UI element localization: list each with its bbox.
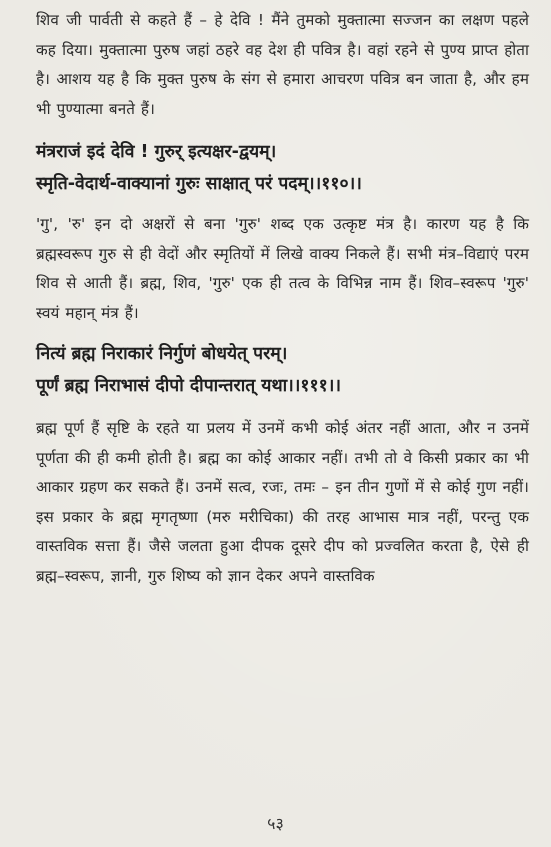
verse-111-line-1: नित्यं ब्रह्म निराकारं निर्गुणं बोधयेत् परम्। (36, 344, 288, 364)
commentary-paragraph-3: ब्रह्म पूर्ण हैं सृष्टि के रहते या प्रलय में उनमें कभी कोई अंतर नहीं आता, और न उनमें पूर्णता की ही कमी होती है। ब्रह्म का कोई आकार नहीं। तभी तो वे किसी प्रकार का भी आकार ग्रहण कर सकते हैं। उनमें सत्व, रजः, तमः – इन तीन गुणों में से कोई गुण नहीं। इस प्रकार के ब्रह्म मृगतृष्णा (मरु मरीचिका) की तरह आभास मात्र नहीं, परन्तु एक वास्तविक सत्ता हैं। जैसे जलता हुआ दीपक दूसरे दीप को प्रज्वलित करता है, ऐसे ही ब्रह्म–स्वरूप, ज्ञानी, गुरु शिष्य को ज्ञान देकर अपने वास्तविक (36, 419, 529, 585)
verse-111 (36, 338, 529, 402)
commentary-paragraph-1: शिव जी पार्वती से कहते हैं – हे देवि ! मैंने तुमको मुक्तात्मा सज्जन का लक्षण पहले कह दिया। मुक्तात्मा पुरुष जहां ठहरे वह देश ही पवित्र है। वहां रहने से पुण्य प्राप्त होता है। आशय यह है कि मुक्त पुरुष के संग से हमारा आचरण पवित्र बन जाता है, और हम भी पुण्यात्मा बनते हैं। (36, 11, 529, 118)
verse-110 (36, 136, 529, 200)
verse-111-line-2: पूर्णं ब्रह्म निराभासं दीपो दीपान्तरात् यथा।।१११।। (36, 376, 341, 396)
page-number: ५३ (267, 814, 284, 833)
verse-110-line-2: स्मृति-वेदार्थ-वाक्यानां गुरुः साक्षात् परं पदम्।।११०।। (36, 174, 362, 194)
commentary-paragraph-2: 'गु', 'रु' इन दो अक्षरों से बना 'गुरु' शब्द एक उत्कृष्ट मंत्र है। कारण यह है कि ब्रह्मस्वरूप गुरु से ही वेदों और स्मृतियों में लिखे वाक्य निकले हैं। सभी मंत्र–विद्याएं परम शिव से आती हैं। ब्रह्म, शिव, 'गुरु' एक ही तत्व के विभिन्न नाम हैं। शिव–स्वरूप 'गुरु' स्वयं महान् मंत्र हैं। (36, 215, 529, 322)
verse-110-line-1: मंत्रराजं इदं देवि ! गुरुर् इत्यक्षर-द्वयम्। (36, 142, 277, 162)
